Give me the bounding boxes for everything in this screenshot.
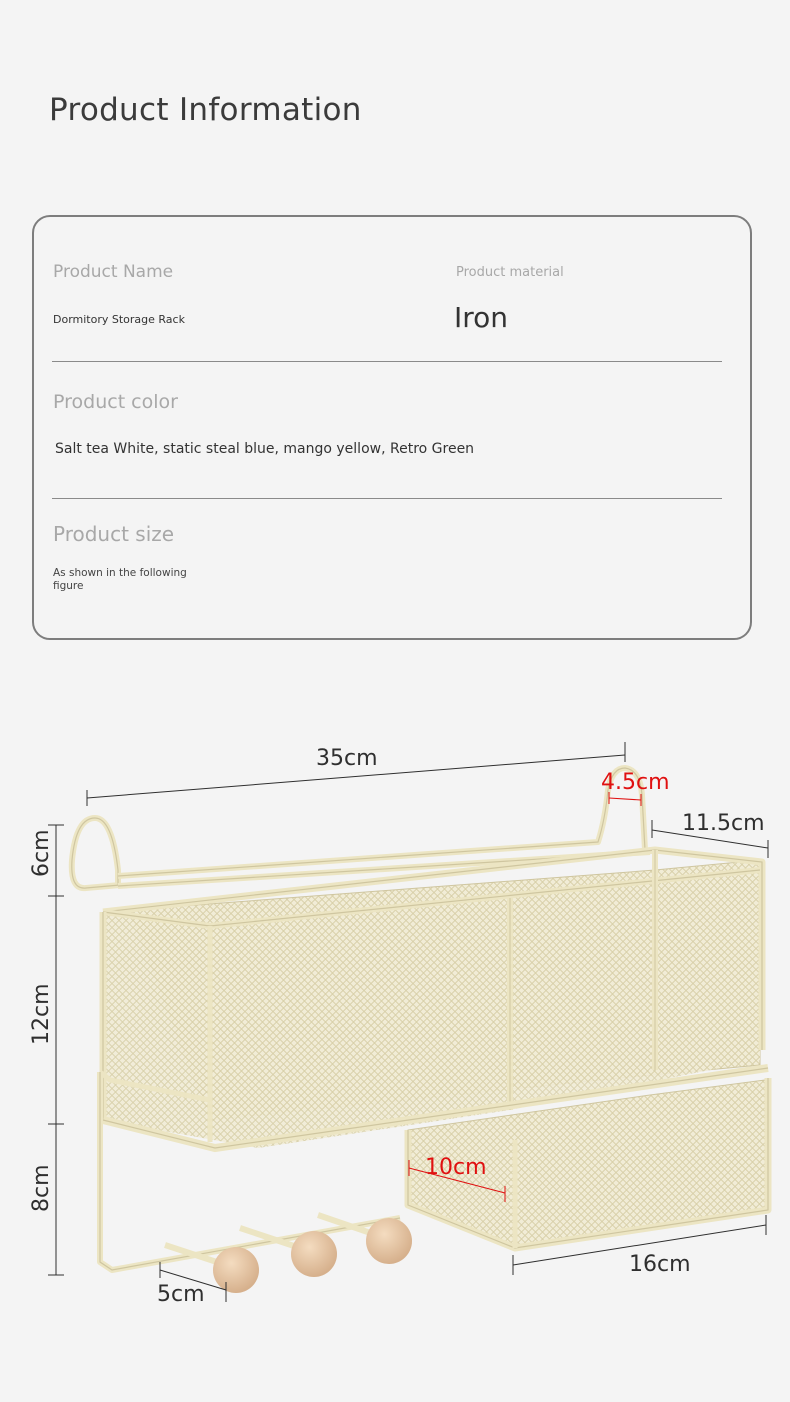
dim-hook-width-label: 4.5cm bbox=[601, 770, 670, 795]
divider bbox=[52, 498, 722, 499]
dim-inner-width-label: 10cm bbox=[425, 1155, 487, 1180]
product-color-value: Salt tea White, static steal blue, mango yellow, Retro Green bbox=[55, 441, 475, 457]
wood-knob-icon bbox=[366, 1218, 412, 1264]
dim-depth-label: 11.5cm bbox=[682, 811, 765, 836]
dim-basket-height-label: 12cm bbox=[29, 983, 54, 1045]
dim-lower-height-label: 8cm bbox=[29, 1164, 54, 1212]
storage-rack-illustration bbox=[72, 768, 768, 1293]
product-dimension-figure bbox=[0, 700, 790, 1320]
product-name-value: Dormitory Storage Rack bbox=[53, 313, 185, 326]
dim-hook-height-label: 6cm bbox=[29, 829, 54, 877]
dim-peg-spacing-label: 5cm bbox=[157, 1282, 205, 1307]
wood-knob-icon bbox=[291, 1231, 337, 1277]
product-size-value: As shown in the following figure bbox=[53, 567, 187, 592]
product-size-label: Product size bbox=[53, 522, 175, 546]
wood-knob-icon bbox=[213, 1247, 259, 1293]
dim-lower-length-label: 16cm bbox=[629, 1252, 691, 1277]
divider bbox=[52, 361, 722, 362]
dim-length-label: 35cm bbox=[316, 746, 378, 771]
product-material-label: Product material bbox=[456, 265, 564, 280]
product-info-card bbox=[32, 215, 752, 640]
page-title: Product Information bbox=[49, 92, 362, 128]
product-material-value: Iron bbox=[454, 301, 509, 334]
product-name-label: Product Name bbox=[53, 262, 174, 282]
product-color-label: Product color bbox=[53, 391, 178, 413]
